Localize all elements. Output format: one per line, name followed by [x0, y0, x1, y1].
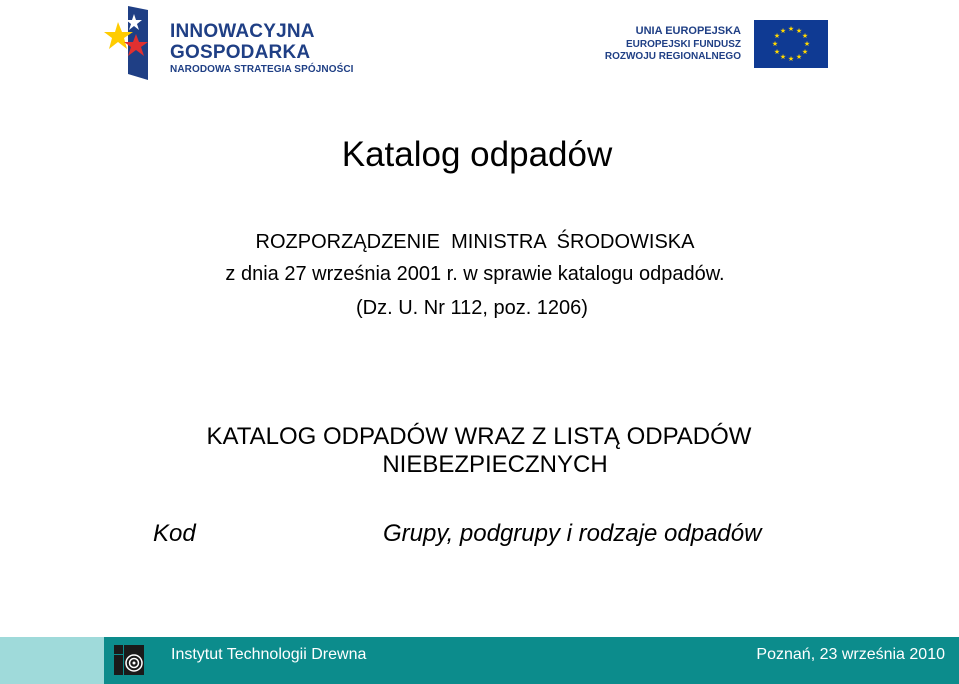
footer-bar — [0, 637, 959, 684]
svg-text:★: ★ — [773, 48, 781, 56]
institute-logo-icon — [110, 641, 148, 679]
footer-place-date: Poznań, 23 września 2010 — [756, 646, 945, 663]
regulation-line-1: ROZPORZĄDZENIE MINISTRA ŚRODOWISKA — [255, 231, 695, 253]
innowacyjna-gospodarka-logo — [104, 4, 354, 82]
svg-text:★: ★ — [795, 53, 803, 61]
logo-line-3: NARODOWA STRATEGIA SPÓJNOŚCI — [170, 64, 354, 75]
footer-accent-block — [0, 637, 104, 684]
svg-text:★: ★ — [803, 40, 811, 48]
regulation-line-2: z dnia 27 września 2001 r. w sprawie katalogu odpadów. — [225, 263, 725, 285]
svg-text:★: ★ — [771, 40, 779, 48]
page-title: Katalog odpadów — [341, 135, 613, 174]
eu-fund-logo — [604, 18, 828, 70]
svg-text:★: ★ — [773, 32, 781, 40]
svg-text:★: ★ — [795, 27, 803, 35]
svg-text:★: ★ — [787, 25, 795, 33]
logo-line-2: GOSPODARKA — [170, 42, 311, 63]
svg-text:★: ★ — [779, 27, 787, 35]
regulation-line-3: (Dz. U. Nr 112, poz. 1206) — [356, 297, 588, 319]
column-code-label: Kod — [153, 520, 196, 547]
svg-text:★: ★ — [801, 32, 809, 40]
column-groups-label: Grupy, podgrupy i rodzaje odpadów — [383, 520, 762, 547]
catalog-heading-line-1: KATALOG ODPADÓW WRAZ Z LISTĄ ODPADÓW — [206, 423, 752, 450]
svg-text:★: ★ — [787, 55, 795, 63]
eu-logo-line-1: UNIA EUROPEJSKA — [635, 25, 741, 37]
catalog-heading-line-2: NIEBEZPIECZNYCH — [382, 451, 608, 478]
eu-flag-icon — [754, 20, 828, 68]
svg-text:★: ★ — [801, 48, 809, 56]
logo-line-1: INNOWACYJNA — [170, 21, 315, 42]
eu-logo-line-3: ROZWOJU REGIONALNEGO — [604, 51, 741, 62]
strategy-stars-icon — [104, 4, 164, 82]
footer-institute-name: Instytut Technologii Drewna — [171, 646, 367, 663]
eu-logo-line-2: EUROPEJSKI FUNDUSZ — [625, 39, 741, 50]
svg-text:★: ★ — [779, 53, 787, 61]
